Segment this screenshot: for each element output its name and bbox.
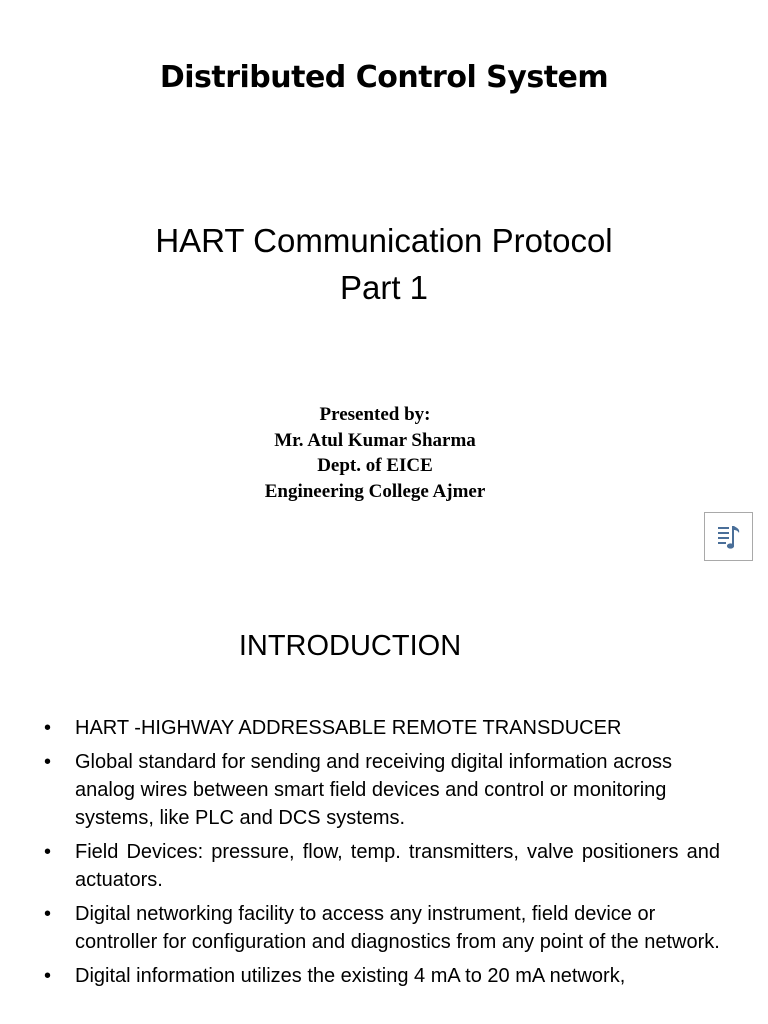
presenter-college: Engineering College Ajmer <box>264 481 486 503</box>
presenter-name: Mr. Atul Kumar Sharma <box>274 429 476 451</box>
slide-title: Distributed Control System <box>159 60 609 95</box>
bullet-item: • Field Devices: pressure, flow, temp. transmitters, valve positioners and actuators. <box>44 838 720 894</box>
presenter-dept: Dept. of EICE <box>317 455 433 477</box>
slide-subtitle <box>0 217 768 311</box>
intro-heading: INTRODUCTION <box>238 630 462 662</box>
bullet-item: • Digital information utilizes the existing 4 mA to 20 mA network, <box>44 962 720 990</box>
presenter-block <box>0 402 750 505</box>
intro-slide <box>0 580 768 1024</box>
presenter-label: Presented by: <box>319 404 431 425</box>
subtitle-line-2: Part 1 <box>339 269 429 306</box>
bullet-item: • Digital networking facility to access any instrument, field device or controller for configuration and diagnostics from any point of the network. <box>44 900 720 956</box>
subtitle-line-1: HART Communication Protocol <box>155 222 613 259</box>
bullet-item: • Global standard for sending and receiving digital information across analog wires between smart field devices and control or monitoring systems, like PLC and DCS systems. <box>44 748 720 832</box>
audio-playlist-icon[interactable] <box>704 512 753 561</box>
bullet-item: • HART -HIGHWAY ADDRESSABLE REMOTE TRANSDUCER <box>44 714 720 742</box>
bullet-list <box>44 714 720 996</box>
